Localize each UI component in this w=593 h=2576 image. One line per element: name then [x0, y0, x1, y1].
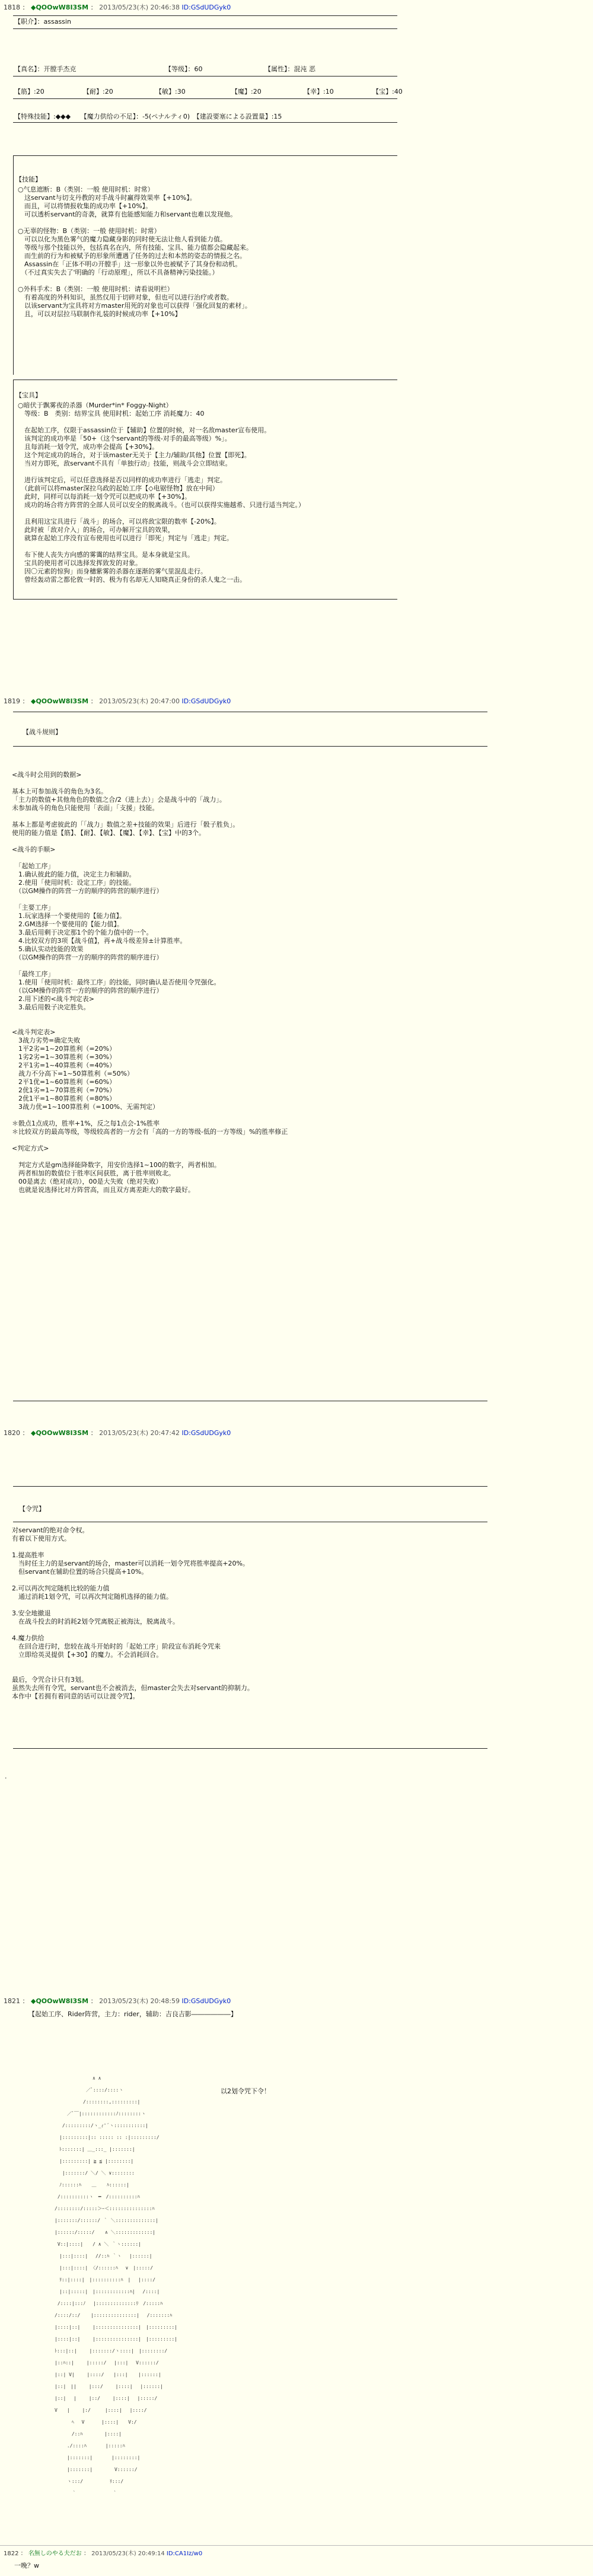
text-line: 有着以下使用方式。 — [12, 1535, 71, 1542]
post-header-1819: 1819 ： ◆QOOwW8I3SM ： 2013/05/23(木) 20:47:00 ID:GSdUDGyk0 — [4, 697, 231, 705]
text-line: 当对方即死，敌servant不具有「单独行动」技能，则战斗会立即结束。 — [18, 460, 232, 467]
divider — [13, 98, 397, 99]
text-line: 2.使用「使用时机：设定工序」的技能。 — [12, 879, 136, 887]
text-line: ＊骰点1点成功，胜率+1%，反之每1点会-1%胜率 — [12, 1120, 160, 1127]
text-line — [12, 962, 288, 970]
poster-id[interactable]: ID:GSdUDGyk0 — [181, 4, 231, 11]
divider — [13, 15, 397, 16]
text-line: 两者相加的数值位于胜率区间获胜，离于胜率则败北。 — [12, 1169, 175, 1177]
text-line: 成功的场合将方阵营的全部人员可以安全的脱离战斗。（也可以获得实施越希、只进行适当判定。） — [18, 501, 305, 509]
text-line: /:::::::::/ヽ_ｨ'´ヽ:::::::::::| — [50, 2123, 149, 2128]
text-line: （以GM操作的阵营一方的顺序的阵营的顺序进行） — [12, 987, 163, 994]
text-line: 且，可以对层拉马联制作礼装的时候成功率【+10%】 — [18, 310, 181, 318]
text-line: 此时，同样可以每消耗一划令咒可以把成功率【+30%】。 — [18, 493, 192, 500]
poster-id[interactable]: ID:GSdUDGyk0 — [181, 1997, 231, 2005]
poster-name[interactable]: ◆QOOwW8I3SM — [31, 697, 89, 705]
text-line — [12, 1668, 254, 1676]
text-line: /::::|:::ﾉ |::::::::::::::ﾘ /:::::ﾊ — [50, 2301, 163, 2306]
text-line: ﾍ V |::::| V:/ — [50, 2419, 137, 2425]
text-line: Assassin在「正体不明の开膛手」这一形象以外也被赋予了其身份和动机。 — [18, 260, 242, 268]
poster-name[interactable]: ◆QOOwW8I3SM — [31, 1997, 89, 2005]
text-line — [12, 1576, 254, 1585]
special-skills: 【特殊技能】:◆◆◆ 【魔力供给の不足】：-5(ペナルティ0) 【建設要塞による設置量】:15 — [14, 113, 282, 120]
stat-mag: 【魔】:20 — [231, 88, 262, 95]
text-line: ﾉ::::::ﾊ ＿ ﾊ::::::| — [50, 2182, 129, 2188]
text-line: |::| || |:::/ |::::| |::::::| — [50, 2384, 163, 2389]
post-number: 1818 — [4, 4, 20, 11]
speech-text: 以2划令咒下令！ — [221, 2087, 270, 2095]
text-line: 1.玩家选择一个要使用的【能力值】。 — [12, 912, 126, 920]
text-line — [18, 509, 305, 518]
text-line — [12, 1136, 288, 1144]
text-line: 曾经轰动雷之都伦敦一时的、极为有名却无人知晓真正身份的杀人鬼之一击。 — [18, 576, 246, 584]
text-line: 2.GM选择一个要使用的【能力值】。 — [12, 920, 124, 928]
text-line — [12, 1153, 288, 1161]
divider — [13, 1486, 487, 1487]
text-line: 「主力的数值+其他角色的数值之合/2（进上去）」会是战斗中的「战力」。 — [12, 796, 226, 804]
text-line: <战斗判定表> — [12, 1028, 56, 1036]
post-number: 1819 — [4, 697, 20, 705]
text-line: 虽然失去所有令咒，servant也不会被消去，但master会失去对servant的抑制力。 — [12, 1684, 254, 1692]
section-border — [13, 155, 14, 375]
divider — [13, 1748, 487, 1749]
noble-phantasm-header: 【宝具】 — [15, 391, 42, 399]
post-date: 2013/05/23(木) 20:48:59 — [99, 1997, 180, 2005]
text-line: 4.比较双方的3项【战斗值】，再+战斗级差异±计算胜率。 — [12, 937, 187, 945]
text-line — [12, 812, 288, 821]
text-line — [18, 277, 253, 285]
text-line — [18, 219, 253, 227]
text-line: |::::|::| |:::::::::::::::| |:::::::::| — [50, 2325, 178, 2330]
text-line — [18, 418, 305, 426]
text-line: 2.可以再次判定随机比较的能力值 — [12, 1585, 110, 1592]
text-line: 因〇元素的惊狗」而身穗紫雾的杀器在逐渐的雾气里混乱走行。 — [18, 568, 207, 575]
text-line: 布下使人丧失方向感的雾霭的结界宝具。是本身就是宝具。 — [18, 551, 194, 559]
text-line: 等级与那个技能以外，包括真名在内，所有技能、宝具、能力值都会隐藏起来。 — [18, 244, 253, 251]
text-line — [12, 1111, 288, 1120]
post-date: 2013/05/23(木) 20:47:00 — [99, 697, 180, 705]
text-line: 以该servant为宝具将对方master用死的对象也可以获得「强化回复的素材」。 — [18, 302, 251, 310]
text-line: |:::::::| V::::::/ — [50, 2467, 138, 2472]
text-line: 2.用下述的<战斗判定表> — [12, 995, 94, 1003]
text-line: ./::::ﾊ |:::::ﾊ — [50, 2443, 125, 2449]
text-line: 当时任主力的是servant的场合，master可以消耗一划令咒将胜率提高+20%。 — [12, 1560, 250, 1567]
post-date: 2013/05/23(木) 20:46:38 — [99, 4, 180, 11]
text-line: 但servant在辅助位置的场合只提高+10%。 — [12, 1568, 148, 1576]
command-body — [12, 1526, 254, 1701]
text-line: ＊比较双方的最高等级，等级较高者的一方会有「高的一方的等级-低的一方等级」%的胜率修正 — [12, 1128, 288, 1136]
text-line: （以GM操作的阵营一方的顺序的阵营的顺序进行） — [12, 954, 163, 961]
text-line — [12, 854, 288, 862]
post-header-1821: 1821 ： ◆QOOwW8I3SM ： 2013/05/23(木) 20:48:59 ID:GSdUDGyk0 — [4, 1997, 231, 2005]
text-line: ○气息遮断：B（类别：一般 使用时机：时常） — [18, 186, 154, 193]
text-line: |:::::::::|:: ::::: :: :|:::::::::/ — [50, 2135, 160, 2140]
phase-title: 【起始工序、Rider阵营，主力：rider，辅助：吉良吉影――――――】 — [28, 2010, 237, 2018]
poster-id[interactable]: ID:CA1Iz/w0 — [166, 2551, 203, 2557]
text-line: 4.魔力供给 — [12, 1634, 44, 1642]
text-line: 通过消耗1划令咒，可以再次判定随机选择的能力值。 — [12, 1593, 173, 1601]
text-line: V | |:/ |::::| |::::/ — [50, 2408, 147, 2413]
text-line: 「起始工序」 — [12, 862, 55, 870]
text-line — [12, 1012, 288, 1020]
text-line — [12, 779, 288, 788]
text-line: （此前可以将master深拉乌政的起始工序【◇电锯怪物】放在中间） — [18, 484, 219, 492]
text-line — [12, 1659, 254, 1668]
text-line: 而生前的行为和被赋予的形象所遭遇了任务的过去和本然的姿态的情报之名。 — [18, 252, 246, 260]
text-line: 2平1劣=1~40算胜利（=40%） — [12, 1061, 116, 1069]
text-line: /::::/::/ |:::::::::::::::| /:::::::ﾊ — [50, 2313, 173, 2318]
text-line: 战力不分高下=1~50算胜利（=50%） — [12, 1070, 134, 1077]
text-line — [18, 468, 305, 476]
text-line: |:::::::::| ≧ ≦ |::::::::| — [50, 2159, 134, 2164]
text-line: |:::::::| |::::::::| — [50, 2455, 141, 2460]
text-line: 3战力优=1~100算胜利（=100%、无需判定） — [12, 1103, 160, 1111]
text-line: /::::::::/:::::＞ｰ＜:::::::::::::::ﾊ — [50, 2206, 155, 2211]
text-line: 且利用这宝具进行「战斗」的场合，可以将敌宝限的数率【-20%】。 — [18, 518, 221, 525]
stat-luck: 【幸】:10 — [304, 88, 334, 95]
noble-phantasm-body — [18, 401, 305, 584]
text-line: 00是离去（绝对成功），00是大失败（绝对失败） — [12, 1178, 162, 1185]
text-line: |:::|::::| 〈/::::::ﾊ ∨ |:::::/ — [50, 2265, 154, 2271]
text-line: /::::::::,:::::::::| — [50, 2099, 141, 2105]
text-line: ﾄ:::|::| |:::::::/ヽ::::| |::::::::/ — [50, 2348, 168, 2354]
text-line: 最后，令咒合计只有3划。 — [12, 1676, 88, 1684]
command-header: 【令咒】 — [19, 1505, 45, 1513]
text-line: 2平1优=1~60算胜利（=60%） — [12, 1078, 116, 1086]
text-line — [12, 895, 288, 904]
stat-str: 【筋】:20 — [14, 88, 44, 95]
text-line: ∧ ∧ — [50, 2076, 101, 2081]
status-name: 【真名】：开膛手杰克 — [14, 65, 76, 73]
text-line — [12, 1626, 254, 1634]
text-line: 1平2劣=1~20算胜利（=20%） — [12, 1045, 116, 1053]
text-line: ヽ:::/ ﾘ:::/ — [50, 2479, 124, 2484]
text-line — [12, 837, 288, 846]
text-line: 3.安全地撤退 — [12, 1609, 51, 1617]
poster-name[interactable]: ◆QOOwW8I3SM — [31, 4, 89, 11]
text-line: 此时被「敌对介入」的场合，可办解开宝具的效果， — [18, 526, 174, 534]
text-line: 就算在起始工序没有宣布使用也可以进行「即死」判定与「逃走」判定。 — [18, 534, 233, 542]
post-header-1818: 1818 ： ◆QOOwW8I3SM ： 2013/05/23(木) 20:46:38 ID:GSdUDGyk0 — [4, 4, 231, 11]
text-line: 进行该判定后，可以任意选择是否以同样的成功率进行「逃走」判定。 — [18, 476, 227, 484]
text-line: <战斗时会用到的数据> — [12, 771, 82, 779]
text-line: 3.最后用骰子决定胜负。 — [12, 1003, 90, 1011]
text-line: /::::::::::ヽ ━ /::::::::::ﾊ — [50, 2194, 140, 2199]
poster-id[interactable]: ID:GSdUDGyk0 — [181, 697, 231, 705]
text-line: <战斗的手顺> — [12, 846, 56, 853]
text-line: 可以透析servant的奇袭，就算有也能感知能力和servant也难以发现他。 — [18, 211, 237, 218]
text-line: |::| | |::/ |::::| |:::::/ — [50, 2396, 158, 2401]
text-line: 2优1劣=1~70算胜利（=70%） — [12, 1086, 116, 1094]
status-attribute: 【属性】：混沌 恶 — [264, 65, 315, 73]
divider — [13, 599, 397, 600]
text-line: |:::::::/::::::/ ｀ ＼::::::::::::::| — [50, 2218, 158, 2223]
text-line: |:::::::/ ＼/ ＼ ∨:::::::: — [50, 2170, 135, 2176]
text-line: ｀ ｀ — [50, 2491, 117, 2496]
text-line: 使用的能力值是【筋】、【耐】、【敏】、【魔】、【幸】、【宝】中的3个。 — [12, 829, 205, 837]
text-line: 可以以化为黑色雾气的魔力隐藏身影的同时使无法让他人看到能力值。 — [18, 235, 227, 243]
text-line: 该判定的成功率是「50+（这个servant的等级-对手的最高等级）%」。 — [18, 435, 231, 442]
text-line: |:::|::::| //::ﾊ ｀ヽ |::::::| — [50, 2253, 152, 2259]
text-line: 等级：B 类别：结界宝具 使用时机：起始工序 消耗魔力：40 — [18, 410, 205, 417]
combat-header: 【战斗规则】 — [23, 728, 62, 736]
post-header-1822: 1822 ： 名無しのやる夫だお ： 2013/05/23(木) 20:49:14 ID:CA1Iz/w0 — [4, 2551, 203, 2557]
text-line: 这个判定成功的场合，对于该master无关于【主力/辅助/其他】位置【即死】。 — [18, 451, 251, 459]
text-line: /::ﾊ |::::| — [50, 2431, 122, 2437]
text-line: 1劣2劣=1~30算胜利（=30%） — [12, 1053, 116, 1061]
text-line — [12, 1020, 288, 1028]
text-line: 本作中【若拥有着同意的话可以让渡令咒】。 — [12, 1692, 139, 1700]
text-line: 基本上都是考虑彼此的「「战力」数值之差+技能的效果」后进行「骰子胜负」。 — [12, 821, 240, 828]
text-line: ／ﾞ::::/::::ヽ — [50, 2087, 124, 2093]
poster-name[interactable]: 名無しのやる夫だお — [28, 2551, 82, 2557]
text-line: 宝具的使用者可以选择发挥致发的对象。 — [18, 559, 142, 567]
text-line: 3.最后用剩于决定那1个的个能力值中的一个。 — [12, 929, 153, 936]
post-date: 2013/05/23(木) 20:47:42 — [99, 1429, 180, 1437]
text-line: ○外科手术：B（类别：一般 使用时机：请看说明栏） — [18, 285, 174, 293]
dot-mark: · — [5, 1774, 7, 1782]
text-line: ／ﾞ￣|::::::::::::ﾉ::::::::ヽ — [50, 2111, 146, 2116]
stat-noble: 【宝】:40 — [372, 88, 403, 95]
text-line: |::|:::::| |::::::::::::ﾊ| /::::| — [50, 2289, 160, 2294]
text-line: 1.使用「使用时机：最终工序」的技能，同时确认是否使用令咒强化。 — [12, 978, 221, 986]
text-line: ○暗伏于飘雾夜的杀器（Murder*in* Foggy-Night） — [18, 401, 173, 409]
text-line: 1.提高胜率 — [12, 1551, 44, 1559]
poster-name[interactable]: ◆QOOwW8I3SM — [31, 1429, 89, 1437]
text-line: 2优1平=1~80算胜利（=80%） — [12, 1095, 116, 1102]
post-header-1820: 1820 ： ◆QOOwW8I3SM ： 2013/05/23(木) 20:47:42 ID:GSdUDGyk0 — [4, 1429, 231, 1437]
text-line — [12, 1601, 254, 1609]
post-number: 1820 — [4, 1429, 20, 1437]
post-separator — [0, 2545, 593, 2546]
text-line: 基本上可参加战斗的角色为3名。 — [12, 788, 107, 795]
text-line: 「主要工序」 — [12, 904, 55, 911]
combat-body — [12, 771, 288, 1194]
post-number: 1821 — [4, 1997, 20, 2005]
divider — [13, 122, 397, 123]
text-line: 判定方式是gm选择能降数字，用安价选择1~100的数字，两者相加。 — [12, 1161, 221, 1169]
text-line: ﾄ:::::::| ＿_:::_ |:::::::| — [50, 2147, 135, 2152]
text-line: 未参加战斗的角色只能使用「表面」「支援」技能。 — [12, 804, 159, 812]
text-line: 立即给英灵提供【+30】的魔力。不会消耗回合。 — [12, 1651, 163, 1659]
reply-text: 一晚？w — [14, 2562, 39, 2569]
text-line: 「最终工序」 — [12, 970, 55, 978]
text-line: 在战斗投去的时消耗2划令咒离脱正被海汰，脱离战斗。 — [12, 1618, 179, 1625]
text-line: 也就是说选择比对方阵营高，而且双方离差距大的数字最好。 — [12, 1186, 195, 1194]
skills-header: 【技能】 — [15, 176, 42, 183]
text-line — [18, 543, 305, 551]
text-line: <判定方式> — [12, 1144, 49, 1152]
stat-agi: 【敏】:30 — [155, 88, 186, 95]
stat-end: 【耐】:20 — [83, 88, 113, 95]
text-line: （不过真实失去了'明确的「行动原理」，所以不具备精神污染技能。） — [18, 269, 219, 276]
text-line: 这servant与切支丹教的对手战斗时赢得效果率【+10%】。 — [18, 194, 196, 202]
text-line: V::|::::| / ∧ ＼ ｀ヽ::::::| — [50, 2242, 141, 2247]
divider — [13, 155, 397, 156]
section-border — [13, 380, 14, 599]
status-job: 【职介】：assassin — [14, 18, 71, 25]
text-line: 且每消耗一划令咒，成功率会提高【+30%】。 — [18, 443, 159, 451]
post-number: 1822 — [4, 2551, 19, 2557]
text-line — [12, 1543, 254, 1551]
divider — [13, 28, 397, 29]
text-line: 在回合进行时，您较在战斗开始时的「起始工序」阶段宣布消耗令咒来 — [12, 1643, 221, 1650]
text-line: |::ﾊ::| |:::::/ |:::| V::::::/ — [50, 2360, 159, 2365]
text-line: （以GM操作的阵营一方的顺序的阵营的顺序进行） — [12, 887, 163, 895]
text-line: 有着高度的外科知识，虽然仅用于切碎对象，但也可以进行治疗或者数。 — [18, 294, 233, 301]
text-line: 在起始工序，仅限于assassin位于【辅助】位置的时候，对一名敌master宣布使用。 — [18, 426, 271, 434]
poster-id[interactable]: ID:GSdUDGyk0 — [181, 1429, 231, 1437]
text-line: 对servant的绝对命令权。 — [12, 1526, 89, 1534]
text-line: ﾘ::|::::| |::::::::::ﾊ | |::::/ — [50, 2277, 156, 2282]
skills-body — [18, 186, 253, 318]
text-line: 而且，可以将情报收集的成功率【+10%】。 — [18, 202, 152, 210]
text-line: 1.确认彼此的能力值，决定主力和辅助。 — [12, 871, 136, 878]
text-line: 3战力劣势=确定失败 — [12, 1037, 81, 1044]
ascii-art-figure — [50, 2076, 177, 2502]
text-line: 5.确认实动技能的效果 — [12, 945, 84, 953]
text-line: |::| V| |::::/ |:::| |::::::| — [50, 2372, 161, 2377]
status-level: 【等级】：60 — [165, 65, 203, 73]
divider — [13, 746, 487, 747]
text-line: ○无辜的怪物：B（类别：一般 使用时机：时常） — [18, 227, 161, 235]
text-line: |::::::/:::::/ ∧ ＼:::::::::::::| — [50, 2230, 156, 2235]
post-date: 2013/05/23(木) 20:49:14 — [91, 2551, 165, 2557]
text-line: |::::|::| |:::::::::::::::| |:::::::::| — [50, 2336, 178, 2342]
